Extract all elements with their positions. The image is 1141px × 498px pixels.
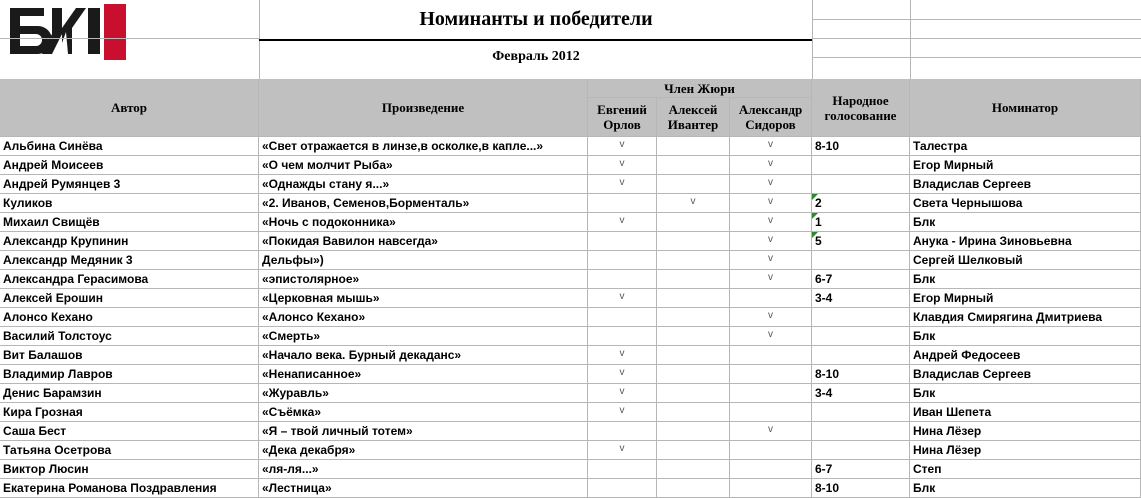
cell-work[interactable]: «Свет отражается в линзе,в осколке,в капле...» [259, 137, 588, 156]
cell-work[interactable]: «Съёмка» [259, 403, 588, 422]
cell-work[interactable]: «Покидая Вавилон навсегда» [259, 232, 588, 251]
cell-v3[interactable]: v [730, 232, 812, 251]
cell-v2[interactable] [657, 251, 730, 270]
cell-v2[interactable] [657, 289, 730, 308]
cell-work[interactable]: «Ненаписанное» [259, 365, 588, 384]
cell-v1[interactable] [588, 422, 657, 441]
cell-v3[interactable]: v [730, 156, 812, 175]
cell-author[interactable]: Александра Герасимова [0, 270, 259, 289]
cell-v1[interactable] [588, 194, 657, 213]
cell-v2[interactable] [657, 422, 730, 441]
cell-author[interactable]: Альбина Синёва [0, 137, 259, 156]
cell-author[interactable]: Денис Барамзин [0, 384, 259, 403]
cell-v2[interactable] [657, 365, 730, 384]
cell-author[interactable]: Андрей Моисеев [0, 156, 259, 175]
cell-work[interactable]: Дельфы») [259, 251, 588, 270]
cell-nominator[interactable]: Блк [910, 327, 1141, 346]
cell-work[interactable]: «Лестница» [259, 479, 588, 498]
cell-work[interactable]: «Журавль» [259, 384, 588, 403]
cell-v3[interactable]: v [730, 194, 812, 213]
cell-vote[interactable] [812, 308, 910, 327]
cell-v3[interactable] [730, 441, 812, 460]
cell-vote[interactable]: 3-4 [812, 289, 910, 308]
cell-nominator[interactable]: Блк [910, 479, 1141, 498]
cell-v1[interactable]: v [588, 156, 657, 175]
cell-v1[interactable]: v [588, 441, 657, 460]
cell-work[interactable]: «Начало века. Бурный декаданс» [259, 346, 588, 365]
cell-v1[interactable] [588, 460, 657, 479]
cell-v1[interactable] [588, 479, 657, 498]
cell-nominator[interactable]: Света Чернышова [910, 194, 1141, 213]
cell-v1[interactable] [588, 327, 657, 346]
cell-author[interactable]: Алексей Ерошин [0, 289, 259, 308]
cell-v3[interactable]: v [730, 422, 812, 441]
cell-v1[interactable]: v [588, 175, 657, 194]
cell-nominator[interactable]: Клавдия Смирягина Дмитриева [910, 308, 1141, 327]
cell-nominator[interactable]: Егор Мирный [910, 156, 1141, 175]
cell-v3[interactable]: v [730, 270, 812, 289]
cell-author[interactable]: Андрей Румянцев 3 [0, 175, 259, 194]
cell-v1[interactable]: v [588, 403, 657, 422]
cell-author[interactable]: Василий Толстоус [0, 327, 259, 346]
header-jury-member-3[interactable]: Александр Сидоров [730, 98, 812, 137]
cell-vote[interactable]: 8-10 [812, 365, 910, 384]
cell-work[interactable]: «Алонсо Кехано» [259, 308, 588, 327]
cell-v2[interactable] [657, 232, 730, 251]
cell-work[interactable]: «эпистолярное» [259, 270, 588, 289]
cell-v1[interactable]: v [588, 384, 657, 403]
cell-work[interactable]: «Смерть» [259, 327, 588, 346]
cell-v1[interactable]: v [588, 346, 657, 365]
header-jury[interactable]: Член Жюри [588, 79, 812, 98]
cell-author[interactable]: Куликов [0, 194, 259, 213]
cell-vote[interactable] [812, 327, 910, 346]
header-work[interactable]: Произведение [259, 79, 588, 137]
cell-vote[interactable] [812, 346, 910, 365]
cell-v3[interactable]: v [730, 251, 812, 270]
header-jury-member-1[interactable]: Евгений Орлов [588, 98, 657, 137]
cell-nominator[interactable]: Талестра [910, 137, 1141, 156]
cell-v2[interactable] [657, 213, 730, 232]
cell-v2[interactable] [657, 270, 730, 289]
cell-author[interactable]: Александр Крупинин [0, 232, 259, 251]
cell-v3[interactable]: v [730, 137, 812, 156]
cell-v3[interactable]: v [730, 213, 812, 232]
cell-v1[interactable]: v [588, 213, 657, 232]
cell-nominator[interactable]: Иван Шепета [910, 403, 1141, 422]
cell-vote[interactable] [812, 422, 910, 441]
cell-vote[interactable] [812, 175, 910, 194]
cell-vote[interactable]: 3-4 [812, 384, 910, 403]
logo-graphic [4, 2, 134, 62]
cell-vote[interactable]: 8-10 [812, 479, 910, 498]
cell-author[interactable]: Владимир Лавров [0, 365, 259, 384]
cell-nominator[interactable]: Нина Лёзер [910, 441, 1141, 460]
cell-vote[interactable] [812, 156, 910, 175]
cell-nominator[interactable]: Блк [910, 270, 1141, 289]
cell-v2[interactable] [657, 441, 730, 460]
cell-v2[interactable]: v [657, 194, 730, 213]
cell-v3[interactable] [730, 460, 812, 479]
cell-v3[interactable]: v [730, 308, 812, 327]
cell-v2[interactable] [657, 137, 730, 156]
cell-vote[interactable] [812, 251, 910, 270]
cell-vote[interactable]: 6-7 [812, 270, 910, 289]
cell-v1[interactable] [588, 251, 657, 270]
header-jury-member-2[interactable]: Алексей Ивантер [657, 98, 730, 137]
cell-work[interactable]: «2. Иванов, Семенов,Борменталь» [259, 194, 588, 213]
cell-v3[interactable] [730, 384, 812, 403]
cell-work[interactable]: «Я – твой личный тотем» [259, 422, 588, 441]
cell-author[interactable]: Александр Медяник 3 [0, 251, 259, 270]
cell-author[interactable]: Кира Грозная [0, 403, 259, 422]
cell-v3[interactable] [730, 479, 812, 498]
logo [4, 2, 134, 62]
cell-vote[interactable]: 5 [812, 232, 910, 251]
cell-v1[interactable] [588, 270, 657, 289]
cell-v2[interactable] [657, 156, 730, 175]
cell-nominator[interactable]: Сергей Шелковый [910, 251, 1141, 270]
cell-nominator[interactable]: Блк [910, 384, 1141, 403]
cell-author[interactable]: Саша Бест [0, 422, 259, 441]
cell-v1[interactable] [588, 232, 657, 251]
cell-v1[interactable] [588, 308, 657, 327]
header-people-vote[interactable]: Народное голосование [812, 79, 910, 137]
cell-author[interactable]: Михаил Свищёв [0, 213, 259, 232]
cell-v2[interactable] [657, 460, 730, 479]
cell-v1[interactable]: v [588, 137, 657, 156]
cell-work[interactable]: «О чем молчит Рыба» [259, 156, 588, 175]
cell-nominator[interactable]: Андрей Федосеев [910, 346, 1141, 365]
cell-v2[interactable] [657, 308, 730, 327]
cell-work[interactable]: «Ночь с подоконника» [259, 213, 588, 232]
cell-v2[interactable] [657, 327, 730, 346]
page-subtitle: Февраль 2012 [492, 49, 580, 64]
cell-author[interactable]: Вит Балашов [0, 346, 259, 365]
cell-vote[interactable]: 8-10 [812, 137, 910, 156]
cell-author[interactable]: Екатерина Романова Поздравления [0, 479, 259, 498]
cell-work[interactable]: «ля-ля...» [259, 460, 588, 479]
cell-nominator[interactable]: Анука - Ирина Зиновьевна [910, 232, 1141, 251]
cell-v2[interactable] [657, 403, 730, 422]
cell-v3[interactable] [730, 346, 812, 365]
cell-work[interactable]: «Церковная мышь» [259, 289, 588, 308]
page-title: Номинанты и победители [419, 8, 653, 30]
cell-v1[interactable]: v [588, 289, 657, 308]
cell-nominator[interactable]: Блк [910, 213, 1141, 232]
cell-author[interactable]: Виктор Люсин [0, 460, 259, 479]
cell-vote[interactable] [812, 403, 910, 422]
cell-work[interactable]: «Дека декабря» [259, 441, 588, 460]
cell-vote[interactable]: 2 [812, 194, 910, 213]
cell-work[interactable]: «Однажды стану я...» [259, 175, 588, 194]
cell-nominator[interactable]: Нина Лёзер [910, 422, 1141, 441]
comment-indicator-icon [812, 213, 818, 219]
cell-v2[interactable] [657, 479, 730, 498]
cell-nominator[interactable]: Егор Мирный [910, 289, 1141, 308]
cell-v3[interactable] [730, 403, 812, 422]
cell-nominator[interactable]: Владислав Сергеев [910, 175, 1141, 194]
cell-nominator[interactable]: Степ [910, 460, 1141, 479]
cell-author[interactable]: Алонсо Кехано [0, 308, 259, 327]
cell-nominator[interactable]: Владислав Сергеев [910, 365, 1141, 384]
cell-author[interactable]: Татьяна Осетрова [0, 441, 259, 460]
cell-v1[interactable]: v [588, 365, 657, 384]
header-nominator[interactable]: Номинатор [910, 79, 1141, 137]
cell-v3[interactable]: v [730, 327, 812, 346]
comment-indicator-icon [812, 232, 818, 238]
cell-vote[interactable]: 1 [812, 213, 910, 232]
comment-indicator-icon [812, 194, 818, 200]
cell-v2[interactable] [657, 384, 730, 403]
cell-vote[interactable]: 6-7 [812, 460, 910, 479]
cell-v3[interactable] [730, 289, 812, 308]
cell-v3[interactable] [730, 365, 812, 384]
cell-v2[interactable] [657, 175, 730, 194]
cell-v2[interactable] [657, 346, 730, 365]
cell-vote[interactable] [812, 441, 910, 460]
cell-v3[interactable]: v [730, 175, 812, 194]
header-author[interactable]: Автор [0, 79, 259, 137]
